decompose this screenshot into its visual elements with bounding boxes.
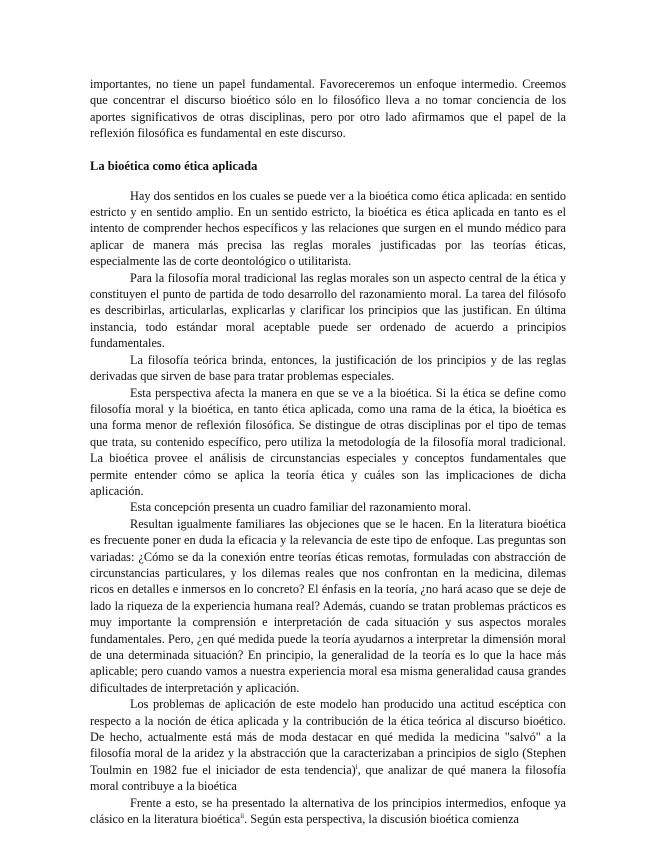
paragraph-8-head: Frente a esto, se ha presentado la alternativa de los principios intermedios, enfoque ya clásico en la literatura bioética <box>90 795 566 827</box>
paragraph-2: Para la filosofía moral tradicional las reglas morales son un aspecto central de la ética y constituyen el punto de partida de todo desarrollo del razonamiento moral. La tarea del filósofo es describirlas, articularlas, explicarlas y clarificar los principios que las justifican. En última instancia, todo estándar moral aceptable puede ser ordenado de acuerdo a principios fundamentales. <box>90 270 566 351</box>
paragraph-5: Esta concepción presenta un cuadro familiar del razonamiento moral. <box>130 500 472 515</box>
paragraph-7-text: Los problemas de aplicación de este modelo han producido una actitud escéptica con respecto a la noción de ética aplicada y la contribución de la ética teórica al discurso bioético. De hecho, actualmente está más de moda destacar en qué medida la medicina "salvó" a la filosofía moral de la aridez y la abstracción que la caracterizaban a principios de siglo (Stephen Toulmin en 1982 fue el iniciador de esta tendencia) <box>90 697 566 777</box>
paragraph-7-tail: , que analizar de qué manera la filosofía moral contribuye a la bioética <box>90 762 566 794</box>
section-heading: La bioética como ética aplicada <box>90 158 258 173</box>
continuation-paragraph: importantes, no tiene un papel fundamental. Favoreceremos un enfoque intermedio. Creemos que concentrar el discurso bioético sólo en lo filosófico lleva a no tomar conciencia de los aportes significativos de otras disciplinas, pero por otro lado afirmamos que el papel de la reflexión filosófica es fundamental en este discurso. <box>90 77 566 141</box>
footnote-ref-i: i <box>355 762 358 771</box>
paragraph-4: Esta perspectiva afecta la manera en que se ve a la bioética. Si la ética se define como filosofía moral y la bioética, en tanto ética aplicada, como una rama de la ética, la bioética es una forma menor de reflexión filosófica. Se distingue de otras disciplinas por el tipo de temas que trata, su contenido específico, pero utiliza la metodología de la filosofía moral tradicional. La bioética provee el análisis de circunstancias especiales y conceptos fundamentales que permite entender cómo se aplica la teoría ética y cuáles son las implicaciones de dicha aplicación. <box>90 385 566 498</box>
paragraph-7 <box>90 696 566 794</box>
document-page <box>90 76 566 827</box>
paragraph-8 <box>90 795 566 828</box>
paragraph-3: La filosofía teórica brinda, entonces, la justificación de los principios y de las reglas derivadas que sirven de base para tratar problemas especiales. <box>90 352 566 384</box>
footnote-ref-ii: ii <box>240 811 245 820</box>
paragraph-6: Resultan igualmente familiares las objeciones que se le hacen. En la literatura bioética es frecuente poner en duda la eficacia y la relevancia de este tipo de enfoque. Las preguntas son variadas: ¿Cómo se da la conexión entre teorías éticas remotas, formuladas con abstracción de circunstancias particulares, y los dilemas reales que nos confrontan en la medicina, dilemas ricos en detalles e inmersos en lo concreto? El énfasis en la teoría, ¿no hará acaso que se deje de lado la riqueza de la experiencia humana real? Además, cuando se tratan problemas prácticos es muy importante la comprensión e interpretación de cada situación y sus aspectos morales fundamentales. Pero, ¿en qué medida puede la teoría ayudarnos a interpretar la dimensión moral de una determinada situación? En principio, la generalidad de la teoría es lo que la hace más aplicable; pero cuando vamos a nuestra experiencia moral esa misma generalidad causa grandes dificultades de interpretación y aplicación. <box>90 516 566 695</box>
paragraph-1: Hay dos sentidos en los cuales se puede ver a la bioética como ética aplicada: en sentido estricto y en sentido amplio. En un sentido estricto, la bioética es ética aplicada en tanto es el intento de comprender hechos específicos y las relaciones que surgen en el mundo médico para aplicar de manera más precisa las reglas morales justificadas por las teorías éticas, especialmente las de corte deontológico o utilitarista. <box>90 188 566 269</box>
paragraph-8-tail: . Según esta perspectiva, la discusión bioética comienza <box>244 812 519 827</box>
